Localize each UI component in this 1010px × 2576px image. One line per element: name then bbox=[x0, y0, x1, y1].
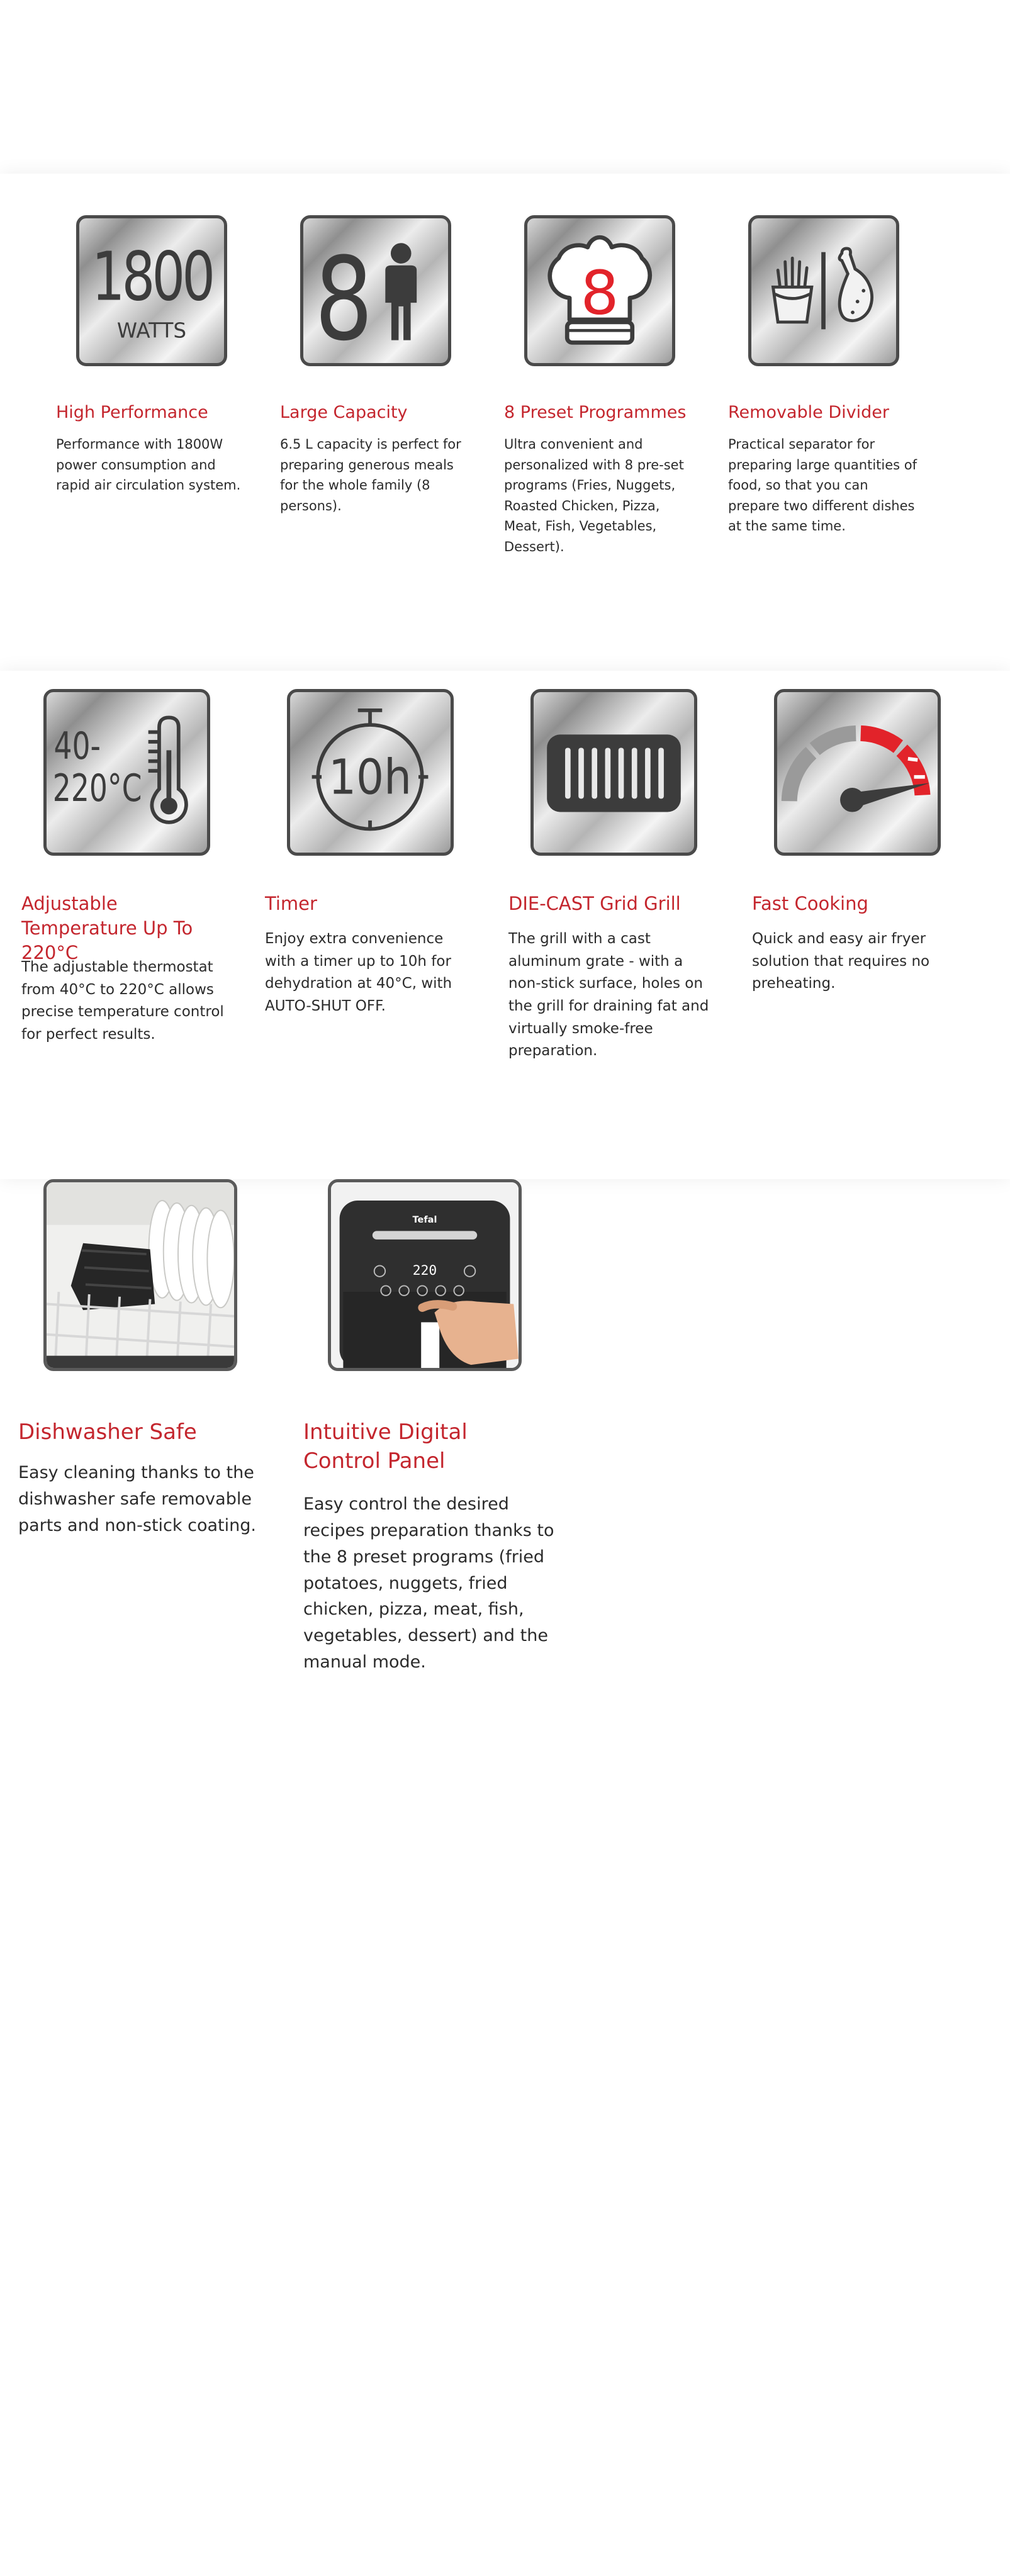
fries-chicken-divider-icon bbox=[751, 218, 896, 363]
icon-watts-number: 1800 bbox=[91, 237, 213, 316]
features-section-1 bbox=[0, 174, 1010, 671]
timer-tile bbox=[287, 689, 454, 856]
feature-title-digital-control: Intuitive Digital Control Panel bbox=[303, 1420, 468, 1474]
fast-cooking-tile bbox=[774, 689, 941, 856]
feature-title-removable-divider: Removable Divider bbox=[728, 403, 889, 422]
feature-desc-adjustable-temperature: The adjustable thermostat from 40°C to 220°C allows precise temperature control for perfect results. bbox=[21, 959, 224, 1043]
control-panel-tile bbox=[328, 1179, 522, 1371]
feature-desc-timer: Enjoy extra convenience with a timer up to 10h for dehydration at 40°C, with AUTO-SHUT OFF. bbox=[265, 931, 452, 1014]
icon-temp-max: 220°C bbox=[52, 767, 142, 811]
features-section-3 bbox=[0, 1179, 1010, 1720]
high-performance-tile bbox=[76, 215, 227, 366]
control-panel-image bbox=[331, 1182, 519, 1368]
feature-title-grid-grill: DIE-CAST Grid Grill bbox=[508, 893, 681, 914]
feature-title-high-performance: High Performance bbox=[56, 403, 208, 422]
power-1800-watts-icon bbox=[79, 218, 224, 363]
display-readout: 220 bbox=[412, 1263, 437, 1279]
feature-desc-preset-programmes: Ultra convenient and personalized with 8 pre-set programs (Fries, Nuggets, Roasted Chicken, Pizza, Meat, Fish, Vegetables, Dessert). bbox=[504, 437, 684, 554]
feature-desc-large-capacity: 6.5 L capacity is perfect for preparing generous meals for the whole family (8 persons). bbox=[280, 437, 461, 513]
removable-divider-tile bbox=[748, 215, 899, 366]
stopwatch-10h-icon bbox=[290, 692, 451, 853]
dishwasher-rack-image bbox=[47, 1182, 234, 1368]
large-capacity-tile bbox=[300, 215, 451, 366]
feature-title-fast-cooking: Fast Cooking bbox=[752, 893, 868, 914]
speed-gauge-icon bbox=[777, 692, 938, 853]
feature-desc-fast-cooking: Quick and easy air fryer solution that requires no preheating. bbox=[752, 931, 930, 992]
icon-watts-label: WATTS bbox=[116, 318, 187, 343]
icon-temp-min: 40- bbox=[53, 724, 101, 768]
thermometer-icon bbox=[47, 692, 207, 853]
chef-hat-8-icon bbox=[527, 218, 672, 363]
eight-persons-icon bbox=[303, 218, 448, 363]
feature-desc-digital-control: Easy control the desired recipes preparation thanks to the 8 preset programs (fried potatoes, nuggets, fried chicken, pizza, meat, fish, vegetables, dessert) and the manual mode. bbox=[303, 1494, 554, 1672]
feature-title-timer: Timer bbox=[265, 893, 317, 914]
dishwasher-tile bbox=[43, 1179, 237, 1371]
brand-logo: Tefal bbox=[412, 1214, 437, 1225]
grid-grill-tile bbox=[530, 689, 697, 856]
icon-timer-text: 10h bbox=[328, 749, 412, 806]
feature-desc-grid-grill: The grill with a cast aluminum grate - with a non-stick surface, holes on the grill for draining fat and virtually smoke-free preparation. bbox=[508, 931, 709, 1060]
feature-title-dishwasher-safe: Dishwasher Safe bbox=[18, 1420, 197, 1445]
icon-preset-number: 8 bbox=[580, 257, 619, 328]
features-section-2 bbox=[0, 671, 1010, 1179]
feature-desc-removable-divider: Practical separator for preparing large quantities of food, so that you can prepare two different dishes at the same time. bbox=[728, 437, 917, 534]
preset-programmes-tile bbox=[524, 215, 675, 366]
feature-desc-high-performance: Performance with 1800W power consumption and rapid air circulation system. bbox=[56, 437, 241, 493]
feature-title-adjustable-temperature: Adjustable Temperature Up To 220°C bbox=[21, 893, 193, 964]
feature-title-large-capacity: Large Capacity bbox=[280, 403, 408, 422]
feature-desc-dishwasher-safe: Easy cleaning thanks to the dishwasher safe removable parts and non-stick coating. bbox=[18, 1463, 256, 1535]
grill-grate-icon bbox=[534, 692, 694, 853]
icon-capacity-number: 8 bbox=[315, 232, 373, 363]
adjustable-temperature-tile bbox=[43, 689, 210, 856]
feature-title-preset-programmes: 8 Preset Programmes bbox=[504, 403, 687, 422]
